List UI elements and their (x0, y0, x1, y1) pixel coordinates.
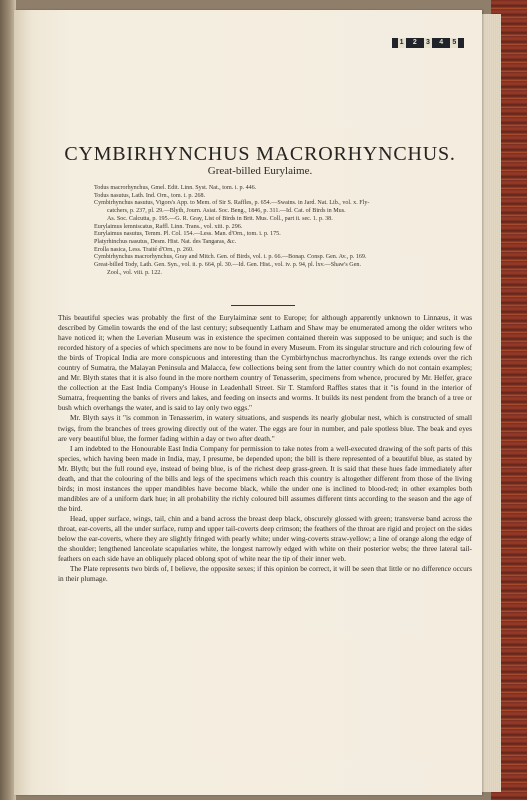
body-text (58, 313, 472, 584)
page-edges (480, 14, 501, 792)
reference-line: Great-billed Tody, Lath. Gen. Syn., vol. ii. p. 664, pl. 30.—Id. Gen. Hist., vol. iv. p. 94, pl. lxv.—Shaw's Gen. (94, 262, 361, 269)
reference-line: Platyrhinchus nasutus, Desm. Hist. Nat. des Tangaras, &c. (94, 238, 237, 245)
paragraph: This beautiful species was probably the first of the Eurylaiminæ sent to Europe; for although apparently unknown to Linnæus, it was described by Gmelin towards the end of the last century; subsequently Latham and Shaw may be enumerated among the older writers who have noticed it; when the Leverian Museum was in existence the specimen contained therein was supposed to be unique; and such is the recorded history of a species of which specimens are now to be found in every Museum. From its singular structure and rich colouring few of the birds of Tropical India are more conspicuous and interesting than the Cymbirhynchus macrorhynchus. Its range extends over the rich country of Sumatra, the Malayan Peninsula and Malacca, few collections being sent from the latter country which do not contain examples; and Mr. Blyth states that it is also found in the more northern country of Tenasserim, specimens from whence, procured by Mr. Helfer, grace the collection at the East India Company's House in Leadenhall Street. Sir T. Stamford Raffles states that it "is found in the interior of Sumatra, frequenting the banks of rivers and lakes, and feeding on insects and worms. It builds its nest pendent from the branch of a tree or bush which overhangs the water, and is said to lay only two eggs." (58, 313, 472, 413)
reference-line: Todus macrorhynchus, Gmel. Edit. Linn. Syst. Nat., tom. i. p. 446. (94, 185, 257, 191)
reference-line: Cymbirhynchus nasutus, Vigors's App. to Mem. of Sir S. Raffles, p. 654.—Swains. in Jard. Nat. Lib., vol. x. Fly- (94, 200, 370, 207)
scale-mark-2: 2 (412, 39, 417, 46)
section-divider (231, 305, 295, 306)
reference-line: Eurylaimus nasutus, Temm. Pl. Col. 154.—Less. Man. d'Orn., tom. i. p. 175. (94, 231, 281, 238)
reference-line: catchers, p. 237, pl. 29.—Blyth, Journ. Asiat. Soc. Beng., 1846, p. 311.—Id. Cat. of Birds in Mus. (107, 208, 346, 215)
page-subtitle: Great-billed Eurylaime. (207, 165, 313, 177)
paragraph: Mr. Blyth says it "is common in Tenasserim, in watery situations, and suspends its nearly globular nest, which is constructed of small twigs, from the branches of trees growing directly out of the water. The eggs are four in number, and pale spotless blue. The beak and eyes are very beautiful blue, the former fading within a day or two after death." (58, 413, 472, 443)
scale-mark-5: 5 (452, 39, 457, 46)
reference-line: Cymbirhynchus macrorhynchus, Gray and Mitch. Gen. of Birds, vol. i. p. 66.—Bonap. Consp. Gen. Av., p. 169. (94, 254, 367, 261)
scale-mark-1: 1 (399, 39, 404, 46)
reference-line: Zool., vol. viii. p. 122. (107, 269, 162, 276)
reference-line: Eurylaimus lemniscatus, Raffl. Linn. Trans., vol. xiii. p. 296. (94, 223, 243, 230)
scale-mark-3: 3 (426, 39, 430, 46)
reference-line: Erolla nasica, Less. Traité d'Orn., p. 260. (94, 246, 194, 253)
page-title: CYMBIRHYNCHUS MACRORHYNCHUS. (64, 143, 456, 165)
reference-line: As. Soc. Calcutta, p. 195.—G. R. Gray, List of Birds in Brit. Mus. Coll., part ii. sec. 1. p. 38. (107, 215, 333, 222)
scale-bar (392, 38, 464, 48)
paragraph: Head, upper surface, wings, tail, chin and a band across the breast deep black, obscurely glossed with green; transverse band across the throat, ear-coverts, all the under surface, rump and upper tail-coverts deep crimson; the feathers of the throat are rigid and project on the sides below the ear-coverts, where they are slightly fringed with pearly white; under wing-coverts straw-yellow; a line of orange along the edge of the shoulder; lengthened lanceolate scapularies white, the longest narrowly edged with white on their posterior webs; the three lateral tail-feathers on each side have an obliquely placed oblong spot of white near the tip of their inner web. (58, 513, 472, 564)
scale-mark-4: 4 (439, 39, 444, 46)
reference-line: Todus nasutus, Lath. Ind. Orn., tom. i. p. 268. (94, 192, 206, 199)
synonymy-references (94, 185, 472, 277)
paragraph: The Plate represents two birds of, I believe, the opposite sexes; if this opinion be correct, it will be seen that little or no difference occurs in their plumage. (58, 564, 472, 584)
paragraph: I am indebted to the Honourable East India Company for permission to take notes from a well-executed drawing of the soft parts of this species, which having been made in India, may, I presume, be depended upon; the bill is there represented of a beautiful blue, as stated by Mr. Blyth; but the full round eye, instead of being blue, is of the richest deep grass-green. It is said that these hues fade immediately after death, and that the colouring of the bills and legs of the specimens which reach this country is altogether different from those of the living birds; in most instances the upper mandibles have become black, while the under one is inclined to blood-red; in other examples both mandibles are of a uniform dark hue; in all probability the richly coloured bill assumes different tints according to the season and the age of the bird. (58, 443, 472, 513)
